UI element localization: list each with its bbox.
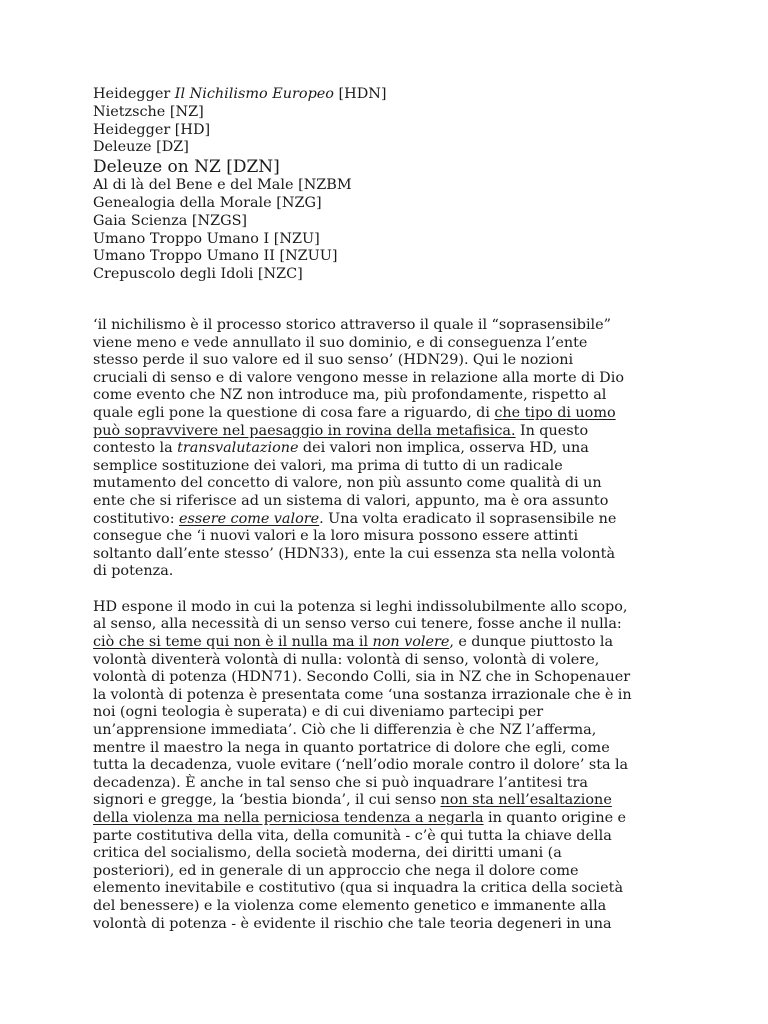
italic-text: non volere: [372, 634, 450, 651]
text-run: stesso perde il suo valore ed il suo senso’ (HDN29). Qui le nozioni: [93, 352, 574, 369]
text-line: [93, 563, 683, 581]
text-line: [93, 722, 683, 740]
text-line: [93, 352, 683, 370]
text-run: ente che si riferisce ad un sistema di valori, appunto, ma è ora assunto: [93, 492, 609, 509]
text-run: contesto la: [93, 440, 178, 457]
document-page: [93, 86, 683, 933]
abbreviation-list: [93, 86, 683, 284]
text-line: [93, 880, 683, 898]
abbreviation-line: [93, 266, 683, 284]
text-run: al senso, alla necessità di un senso verso cui tenere, fosse anche il nulla:: [93, 616, 622, 633]
text-run: ‘il nichilismo è il processo storico attraverso il quale il “soprasensibile”: [93, 316, 612, 333]
abbreviation-text: Deleuze on NZ [DZN]: [93, 157, 280, 178]
abbreviation-line: [93, 195, 683, 213]
text-line: [93, 475, 683, 493]
abbreviation-line: [93, 157, 683, 177]
text-line: [93, 757, 683, 775]
text-line: [93, 810, 683, 828]
text-line: [93, 370, 683, 388]
text-run: quale egli pone la questione di cosa fare a riguardo, di: [93, 404, 495, 421]
text-run: in quanto origine e: [483, 810, 626, 826]
abbreviation-text: Gaia Scienza [NZGS]: [93, 212, 248, 229]
text-line: [93, 493, 683, 511]
abbreviation-text: Umano Troppo Umano I [NZU]: [93, 230, 320, 247]
text-run: consegue che ‘i nuovi valori e la loro misura possono essere attinti: [93, 528, 579, 545]
text-line: [93, 387, 683, 405]
abbreviation-line: [93, 231, 683, 249]
text-run: di potenza.: [93, 563, 174, 580]
italic-text: transvalutazione: [177, 440, 299, 457]
text-run: come evento che NZ non introduce ma, più profondamente, rispetto al: [93, 387, 607, 404]
text-run: semplice sostituzione dei valori, ma prima di tutto di un radicale: [93, 457, 563, 474]
text-line: [93, 669, 683, 687]
paragraph-will-to-power: [93, 599, 683, 933]
text-run: costitutivo:: [93, 510, 179, 527]
underlined-text: ciò che si teme qui non è il nulla ma il: [93, 634, 373, 651]
text-line: [93, 458, 683, 476]
abbreviation-text: Heidegger [HD]: [93, 121, 211, 138]
text-line: [93, 616, 683, 634]
text-line: [93, 440, 683, 458]
abbreviation-line: [93, 248, 683, 266]
abbreviation-text: Genealogia della Morale [NZG]: [93, 194, 322, 211]
text-run: parte costitutiva della vita, della comunità - c’è qui tutta la chiave della: [93, 827, 612, 844]
abbreviation-line: [93, 139, 683, 157]
text-line: [93, 863, 683, 881]
abbreviation-line: [93, 213, 683, 231]
text-line: [93, 599, 683, 617]
underlined-text: che tipo di uomo: [494, 404, 616, 421]
text-run: . Una volta eradicato il soprasensibile ne: [319, 510, 617, 527]
text-line: [93, 740, 683, 758]
text-run: critica del socialismo, della società moderna, dei diritti umani (a: [93, 845, 562, 862]
text-run: mutamento del concetto di valore, non più assunto come qualità di un: [93, 475, 602, 492]
text-line: [93, 792, 683, 810]
text-line: [93, 511, 683, 529]
abbreviation-text: Nietzsche [NZ]: [93, 103, 204, 120]
text-run: volontà di potenza (HDN71). Secondo Colli, sia in NZ che in Schopenauer: [93, 669, 631, 686]
underlined-italic-text: [373, 634, 450, 650]
text-line: [93, 898, 683, 916]
text-line: [93, 704, 683, 722]
text-line: [93, 775, 683, 793]
abbreviation-line: [93, 86, 683, 104]
text-run: viene meno e vede annullato il suo dominio, e di conseguenza l’ente: [93, 334, 588, 351]
text-line: [93, 845, 683, 863]
text-line: [93, 528, 683, 546]
text-line: [93, 828, 683, 846]
text-run: In questo: [515, 422, 589, 439]
text-run: elemento inevitabile e costitutivo (qua si inquadra la critica della società: [93, 880, 624, 897]
abbreviation-text: Heidegger: [93, 86, 175, 102]
text-run: un’apprensione immediata’. Ciò che li differenzia è che NZ l’afferma,: [93, 722, 597, 739]
text-line: [93, 317, 683, 335]
text-run: noi (ogni teologia è superata) e di cui diveniamo partecipi per: [93, 704, 544, 721]
abbreviation-text: Deleuze [DZ]: [93, 139, 189, 156]
text-line: [93, 335, 683, 353]
paragraph-nihilism-definition: [93, 317, 683, 581]
text-run: cruciali di senso e di valore vengono messe in relazione alla morte di Dio: [93, 369, 624, 386]
abbreviation-text: [HDN]: [333, 86, 387, 102]
text-run: del benessere) e la violenza come elemento genetico e immanente alla: [93, 897, 607, 914]
text-run: dei valori non implica, osserva HD, una: [298, 440, 589, 457]
text-line: [93, 916, 683, 934]
abbreviation-text: Al di là del Bene e del Male [NZBM: [93, 177, 352, 194]
abbreviation-text: Crepuscolo degli Idoli [NZC]: [93, 266, 303, 283]
text-line: [93, 687, 683, 705]
underlined-italic-text: [179, 511, 319, 527]
underlined-text: non sta nell’esaltazione: [440, 792, 612, 809]
italic-text: essere come valore: [178, 510, 320, 527]
abbreviation-line: [93, 104, 683, 122]
text-run: la volontà di potenza è presentata come ‘una sostanza irrazionale che è in: [93, 686, 632, 703]
text-line: [93, 634, 683, 652]
abbreviation-text: Umano Troppo Umano II [NZUU]: [93, 248, 338, 265]
text-run: signori e gregge, la ‘bestia bionda’, il cui senso: [93, 792, 441, 809]
underlined-text: della violenza ma nella perniciosa tendenza a negarla: [93, 810, 484, 826]
text-run: HD espone il modo in cui la potenza si leghi indissolubilmente allo scopo,: [93, 598, 628, 615]
text-run: volontà di potenza - è evidente il rischio che tale teoria degeneri in una: [93, 915, 612, 932]
text-run: posteriori), ed in generale di un approccio che nega il dolore come: [93, 862, 579, 879]
text-run: , e dunque piuttosto la: [449, 634, 614, 651]
abbreviation-line: [93, 177, 683, 195]
text-run: tutta la decadenza, vuole evitare (‘nell’odio morale contro il dolore’ sta la: [93, 757, 629, 774]
text-run: decadenza). È anche in tal senso che si può inquadrare l’antitesi tra: [93, 774, 588, 791]
italic-title: Il Nichilismo Europeo: [174, 86, 334, 102]
text-run: volontà diventerà volontà di nulla: volontà di senso, volontà di volere,: [93, 651, 600, 668]
underlined-text: può sopravvivere nel paesaggio in rovina della metafisica.: [93, 422, 516, 439]
text-run: soltanto dall’ente stesso’ (HDN33), ente la cui essenza sta nella volontà: [93, 545, 616, 562]
text-line: [93, 423, 683, 441]
text-line: [93, 546, 683, 564]
abbreviation-line: [93, 122, 683, 140]
text-run: mentre il maestro la nega in quanto portatrice di dolore che egli, come: [93, 739, 610, 756]
text-line: [93, 405, 683, 423]
text-line: [93, 652, 683, 670]
